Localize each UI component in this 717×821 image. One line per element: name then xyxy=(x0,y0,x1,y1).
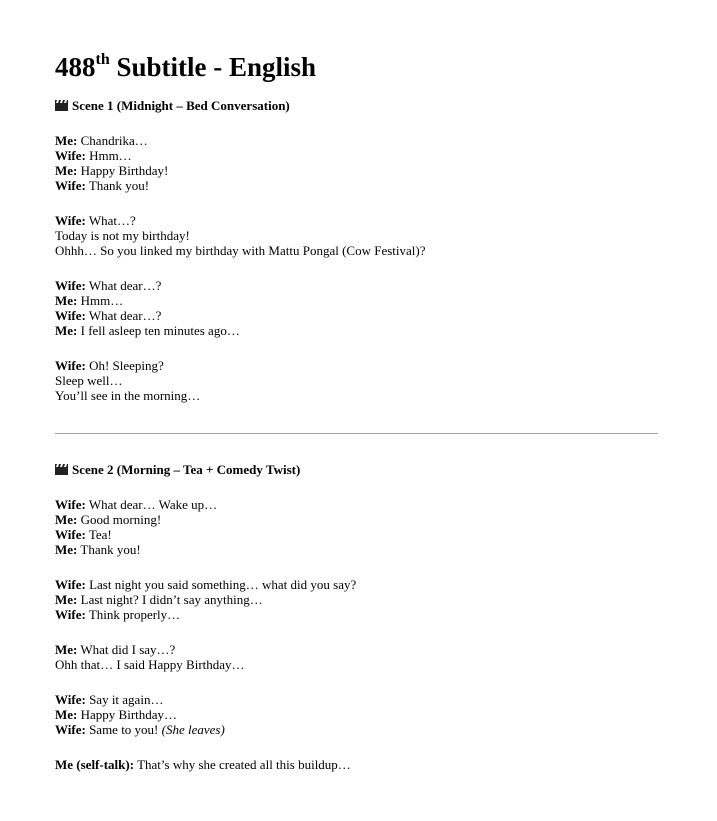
dialogue-line xyxy=(55,148,658,163)
dialogue-text: Last night you said something… what did you say? xyxy=(85,577,357,592)
dialogue-line xyxy=(55,722,658,737)
dialogue-block xyxy=(55,642,658,672)
dialogue-block xyxy=(55,497,658,557)
speaker-label: Wife: xyxy=(55,278,86,293)
scene-heading xyxy=(55,98,658,113)
dialogue-line xyxy=(55,607,658,622)
clapperboard-icon xyxy=(55,100,68,111)
speaker-label: Wife: xyxy=(55,308,86,323)
dialogue-line xyxy=(55,388,658,403)
document-title xyxy=(55,44,658,80)
dialogue-line xyxy=(55,373,658,388)
dialogue-text: I fell asleep ten minutes ago… xyxy=(77,323,240,338)
dialogue-text: Hmm… xyxy=(77,293,124,308)
dialogue-block xyxy=(55,213,658,258)
scene-heading xyxy=(55,462,658,477)
dialogue-text: Tea! xyxy=(85,527,112,542)
dialogue-text: What dear…? xyxy=(85,308,162,323)
dialogue-text: Thank you! xyxy=(85,178,150,193)
dialogue-text: Happy Birthday! xyxy=(77,163,169,178)
scene-heading-text: Scene 1 (Midnight – Bed Conversation) xyxy=(72,98,290,113)
stage-direction: (She leaves) xyxy=(161,722,225,737)
dialogue-text: Same to you! xyxy=(85,722,162,737)
dialogue-line xyxy=(55,243,658,258)
dialogue-text: What…? xyxy=(85,213,136,228)
dialogue-block xyxy=(55,358,658,403)
section-divider xyxy=(55,433,658,434)
dialogue-line xyxy=(55,542,658,557)
speaker-label: Me: xyxy=(55,133,78,148)
clapperboard-icon xyxy=(55,464,68,475)
dialogue-text: Hmm… xyxy=(85,148,132,163)
speaker-label: Wife: xyxy=(55,527,86,542)
dialogue-block xyxy=(55,577,658,622)
dialogue-line xyxy=(55,133,658,148)
speaker-label: Me: xyxy=(55,512,78,527)
dialogue-line xyxy=(55,178,658,193)
dialogue-line xyxy=(55,278,658,293)
title-rest: Subtitle - English xyxy=(109,52,317,82)
dialogue-block xyxy=(55,133,658,193)
dialogue-text: Good morning! xyxy=(77,512,162,527)
speaker-label: Me: xyxy=(55,163,78,178)
title-number: 488 xyxy=(55,52,96,82)
dialogue-text: Ohh that… I said Happy Birthday… xyxy=(55,657,245,672)
dialogue-text: Happy Birthday… xyxy=(77,707,178,722)
dialogue-line xyxy=(55,308,658,323)
scenes-container xyxy=(55,98,658,772)
dialogue-text: Say it again… xyxy=(85,692,164,707)
dialogue-line xyxy=(55,497,658,512)
dialogue-text: Ohhh… So you linked my birthday with Mattu Pongal (Cow Festival)? xyxy=(55,243,426,258)
dialogue-line xyxy=(55,293,658,308)
dialogue-text: Today is not my birthday! xyxy=(55,228,190,243)
dialogue-line xyxy=(55,213,658,228)
dialogue-block xyxy=(55,757,658,772)
document-page xyxy=(55,44,658,772)
speaker-label: Me: xyxy=(55,642,78,657)
dialogue-line xyxy=(55,757,658,772)
dialogue-text: You’ll see in the morning… xyxy=(55,388,201,403)
scene-heading-text: Scene 2 (Morning – Tea + Comedy Twist) xyxy=(72,462,301,477)
speaker-label: Me: xyxy=(55,542,78,557)
speaker-label: Me: xyxy=(55,293,78,308)
dialogue-text: What did I say…? xyxy=(77,642,176,657)
dialogue-text: Think properly… xyxy=(85,607,181,622)
speaker-label: Me: xyxy=(55,707,78,722)
dialogue-line xyxy=(55,642,658,657)
title-superscript: th xyxy=(95,51,110,68)
dialogue-block xyxy=(55,692,658,737)
dialogue-text: What dear…? xyxy=(85,278,162,293)
dialogue-text: Chandrika… xyxy=(77,133,148,148)
speaker-label: Wife: xyxy=(55,722,86,737)
speaker-label: Wife: xyxy=(55,358,86,373)
dialogue-line xyxy=(55,592,658,607)
speaker-label: Wife: xyxy=(55,497,86,512)
speaker-label: Wife: xyxy=(55,692,86,707)
speaker-label: Wife: xyxy=(55,607,86,622)
speaker-label: Me (self-talk): xyxy=(55,757,135,772)
dialogue-text: Oh! Sleeping? xyxy=(85,358,164,373)
speaker-label: Wife: xyxy=(55,178,86,193)
dialogue-line xyxy=(55,527,658,542)
dialogue-text: What dear… Wake up… xyxy=(85,497,218,512)
speaker-label: Wife: xyxy=(55,148,86,163)
dialogue-block xyxy=(55,278,658,338)
dialogue-text: Thank you! xyxy=(77,542,141,557)
dialogue-text: That’s why she created all this buildup… xyxy=(134,757,351,772)
dialogue-line xyxy=(55,707,658,722)
dialogue-line xyxy=(55,512,658,527)
dialogue-line xyxy=(55,657,658,672)
speaker-label: Wife: xyxy=(55,213,86,228)
dialogue-line xyxy=(55,163,658,178)
dialogue-line xyxy=(55,692,658,707)
dialogue-line xyxy=(55,577,658,592)
dialogue-text: Last night? I didn’t say anything… xyxy=(77,592,263,607)
speaker-label: Me: xyxy=(55,323,78,338)
dialogue-text: Sleep well… xyxy=(55,373,123,388)
dialogue-line xyxy=(55,323,658,338)
speaker-label: Wife: xyxy=(55,577,86,592)
speaker-label: Me: xyxy=(55,592,78,607)
dialogue-line xyxy=(55,358,658,373)
dialogue-line xyxy=(55,228,658,243)
